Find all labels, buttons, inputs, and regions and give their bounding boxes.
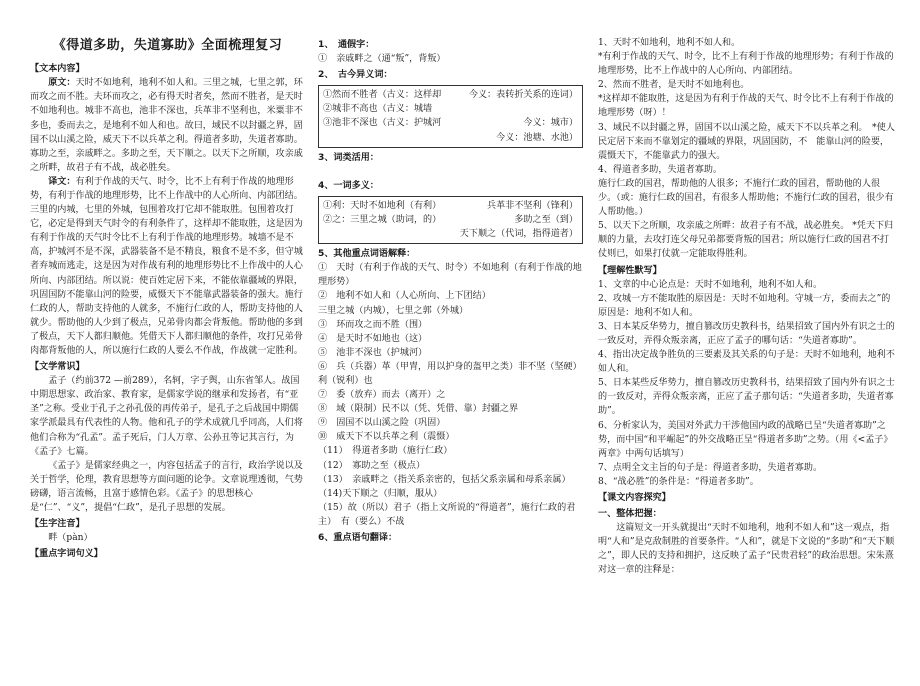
fanyi-item: 5、以天下之所顺，攻亲戚之所畔：故君子有不战，战必胜矣。 *凭天下归顺的力量，去攻打连父母兄弟都要背叛的国君；所以施行仁政的国君不打仗则已，如果打仗就一定能取得胜利。 — [598, 221, 894, 260]
translation-label: 译文： — [48, 175, 76, 187]
whole-body: 这篇短文一开头就提出“天时不如地利，地利不如人和”这一观点，指明“人和”是克敌制胜的首要条件。“人和”，就是下文说的“多助”和“天下顺之”，即人民的支持和拥护，这反映了孟子“民贵君轻”的政治思想。宋朱熹对这一章的注释是： — [598, 523, 895, 576]
qita-item: ① 天时（有利于作战的天气、时令）不如地利（有利于作战的地理形势） — [318, 263, 582, 288]
qita-item: （14)天下顺之（归顺，服从） — [318, 488, 443, 499]
column-right — [598, 0, 896, 686]
mo-item: 1、文章的中心论点是：天时不如地利，地利不如人和。 — [598, 279, 823, 290]
qita-item: （12） 寡助之至（极点） — [318, 460, 426, 471]
pinyin-note: 畔（pàn） — [48, 533, 93, 544]
original-label: 原文： — [48, 77, 76, 89]
gujin-heading: 2、 古今异义词： — [318, 70, 393, 81]
yici-row — [323, 199, 578, 213]
fanyi-item: 1、天时不如地利，地利不如人和。 — [598, 38, 741, 48]
common-knowledge-2: 《孟子》是儒家经典之一，内容包括孟子的言行，政治学说以及关于哲学，伦理，教育思想等方面问题的论争。文章说理透彻，气势磅礴，语言流畅，且富于感情色彩。《孟子》的思想核心是“仁”、“义”，提倡“仁政”，是孔子思想的发展。 — [30, 460, 303, 514]
fanyi-item: 2、然而不胜者，是天时不如地利也。 — [598, 80, 750, 91]
section-heading-common: 【文学常识】 — [30, 362, 85, 373]
original-text — [30, 76, 305, 175]
qita-item: ④ 是天时不如地也（这） — [318, 333, 428, 344]
mo-item: 2、攻城一方不能取胜的原因是：天时不如地利。守城一方，委而去之”的原因是：地利不如人和。 — [598, 293, 891, 318]
qita-item: 三里之城（内城），七里之郭（外城） — [318, 305, 469, 316]
mo-item: 5、日本某些反华势力，擅自篡改历史教科书，结果招致了国内外有识之士的一致反对，弄得众叛亲离，正应了孟子那句话：“失道者多助，失道者寡助”。 — [598, 378, 895, 417]
analysis-heading: 【课文内容探究】 — [598, 493, 671, 503]
gujin-right: 今义：池塘、水池） — [496, 132, 578, 143]
gujin-right: 今义：表转折关系的连词） — [468, 90, 578, 101]
translation — [30, 175, 305, 358]
fanyi-item: *有利于作战的天气、时令，比不上有利于作战的地理形势；有利于作战的地理形势，比不上作战中的人心所向、内部团结。 — [598, 52, 894, 77]
column-left — [30, 0, 305, 650]
gujin-row — [323, 131, 578, 145]
yici-right: 兵革非不坚利（锋利） — [487, 200, 578, 211]
fanyi-item: 3、域民不以封疆之界，固国不以山溪之险，威天下不以兵革之利。 *使人民定居下来而不靠划定的疆域的界限，巩固国防，不 能靠山河的险要，震慑天下，不能靠武力的强大。 — [598, 122, 895, 161]
yici-right: 天下顺之（代词，指得道者） — [459, 229, 578, 240]
yici-left: ②之：三里之城（助词，的） — [323, 214, 442, 225]
section-heading-pinyin: 【生字注音】 — [30, 519, 85, 530]
fanyi-item: *这样却不能取胜，这是因为有利于作战的天气、时令比不上有利于作战的地理形势（呀）！ — [598, 94, 894, 119]
yici-box — [318, 196, 583, 244]
qita-item: （15）故（所以）君子（指上文所说的“得道者”，施行仁政的君主） 有（要么）不战 — [318, 502, 576, 527]
yici-row — [323, 227, 578, 241]
mo-item: 4、指出决定战争胜负的三要素及其关系的句子是：天时不如地利，地利不如人和。 — [598, 350, 895, 375]
qita-item: ⑤ 池非不深也（护城河） — [318, 347, 428, 358]
fanyi-item: 施行仁政的国君，帮助他的人很多；不施行仁政的国君，帮助他的人很少。（或：施行仁政的国君，有很多人帮助他；不施行仁政的国君，很少有人帮助他。） — [598, 178, 894, 218]
yici-right: 多助之至（到） — [514, 214, 578, 225]
gujin-left: ①然而不胜者（古义：这样却 — [323, 90, 442, 101]
gujin-left: ③池非不深也（古义：护城河 — [323, 118, 442, 129]
mo-heading: 【理解性默写】 — [598, 265, 662, 276]
gujin-left: ②城非不高也（古义：城墙 — [323, 104, 433, 115]
column-middle — [318, 0, 583, 686]
fanyi-heading: 6、重点语句翻译： — [318, 533, 398, 543]
section-heading-text: 【文本内容】 — [30, 64, 85, 75]
gujin-row — [323, 102, 578, 116]
mo-item: 7、点明全文主旨的句子是：得道者多助，失道者寡助。 — [598, 462, 823, 473]
qita-item: ⑦ 委（放弃）而去（离开）之 — [318, 390, 446, 401]
section-heading-key: 【重点字词句义】 — [30, 549, 103, 560]
gujin-row — [323, 116, 578, 130]
original-body: 天时不如地利，地利不如人和。三里之城，七里之郭，环而攻之而不胜。夫环而攻之，必有得天时者矣，然而不胜者，是天时不如地利也。城非不高也，池非不深也，兵革非不坚利也，米粟非不多也，委而去之，是地利不如人和也。故曰，域民不以封疆之界，固国不以山溪之险，威天下不以兵革之利。得道者多助，失道者寡助。寡助之至，亲戚畔之。多助之至，天下顺之。以天下之所顺，攻亲戚之所畔，故君子有不战，战必胜矣。 — [30, 78, 303, 173]
qita-item: ⑧ 域（限制）民不以（凭、凭借、靠）封疆之界 — [318, 404, 519, 415]
mo-item: 6、分析家认为，美国对外武力干涉他国内政的战略已呈“失道者寡助”之势，而中国“和平崛起”的外交战略正呈“得道者多助”之势。（用《<孟子》两章》中两句话填写） — [598, 420, 893, 459]
mo-item: 3、日本某反华势力，擅自篡改历史教科书，结果招致了国内外有识之士的一致反对，弄得众叛亲离，正应了孟子的哪句话：“失道者寡助”。 — [598, 321, 895, 346]
qita-item: ⑨ 固国不以山溪之险（巩固） — [318, 418, 446, 429]
yici-heading: 4、一词多义： — [318, 180, 379, 191]
page-title: 《得道多助，失道寡助》全面梳理复习 — [52, 38, 283, 53]
yici-row — [323, 213, 578, 227]
fanyi-item: 4、得道者多助，失道者寡助。 — [598, 164, 723, 175]
common-knowledge-1: 孟子（约前372 —前289），名轲，字子舆，山东省邹人。战国中期思想家、政治家、教育家，是儒家学说的继承和发扬者，有“亚圣”之称。受业于孔子之孙孔伋的再传弟子，是孔子之后战国中期儒家学派最具有代表性的人物。他和孔子的学术成就几乎同高，人们将他们合称为“孔孟”。孟子死后，门人万章、公孙丑等记其言行，为《孟子》七篇。 — [30, 376, 303, 457]
qita-item: ② 地利不如人和（人心所向、上下团结） — [318, 291, 491, 302]
qita-item: ⑥ 兵（兵器）革（甲胄，用以护身的盔甲之类）非不坚（坚硬）利（锐利）也 — [318, 361, 582, 386]
qita-item: ③ 环而攻之而不胜（围） — [318, 319, 428, 330]
tongjia-item: ① 亲戚畔之（通“叛”，背叛） — [318, 54, 446, 65]
qita-item: （13） 亲戚畔之（指关系亲密的，包括父系亲属和母系亲属） — [318, 474, 571, 485]
qita-item: ⑩ 威天下不以兵革之利（震慑） — [318, 432, 455, 443]
gujin-right: 今义：城市） — [523, 118, 578, 129]
ci-heading: 3、词类活用： — [318, 152, 379, 163]
translation-body: 有利于作战的天气、时令，比不上有利于作战的地理形势，有利于作战的地理形势，比不上作战中的人心所向、内部团结。三里的内城，七里的外城，包围着攻打它却不能取胜。包围着攻打它，必定是得到天气时令的有利条件了，这样却不能取胜，这是因为有利于作战的天气时令比不上有利于作战的地理形势。城墙不是不高，护城河不是不深，武器装备不是不精良，粮食不是不多，但守城者弃城而逃走，这是因为对作战有利的地理形势比不上作战中的人心所向、内部团结。所以说：使百姓定居下来，不能依靠疆域的界限，巩固国防不能靠山河的险要，威慑天下不能靠武器装备的强大。施行仁政的人，帮助支持他的人就多，不施行仁政的人，帮助支持他的人就少。帮助他的人少到了极点，兄弟骨肉都会背叛他。帮助他的多到了极点，天下人都归顺他。凭借天下人都归顺他的条件，攻打兄弟骨肉都背叛他的人，所以施行仁政的人要么不作战，作战就一定胜利。 — [30, 176, 303, 357]
mo-item: 8、“战必胜”的条件是：“得道者多助”。 — [598, 476, 759, 487]
tongjia-heading: 1、 通假字： — [318, 40, 375, 50]
gujin-box — [318, 85, 583, 147]
yici-left: ①利：天时不如地利（有利） — [323, 200, 442, 211]
gujin-row — [323, 88, 578, 102]
qita-item: （11） 得道者多助（施行仁政） — [318, 446, 453, 457]
qita-heading: 5、其他重点词语解释： — [318, 249, 416, 260]
whole-heading: 一、整体把握： — [598, 509, 662, 520]
